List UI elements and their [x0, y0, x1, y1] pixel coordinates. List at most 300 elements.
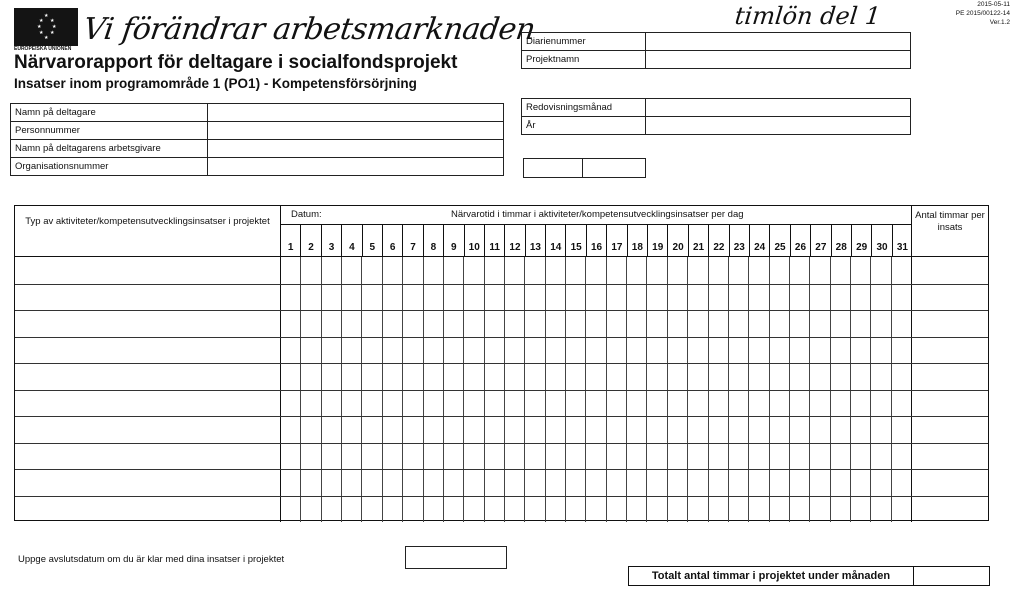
arbetsgivare-field[interactable] [208, 140, 504, 158]
hours-cell-day-24[interactable] [748, 338, 768, 364]
hours-cell-day-25[interactable] [769, 497, 789, 523]
hours-cell-day-9[interactable] [443, 470, 463, 496]
hours-cell-day-11[interactable] [484, 285, 504, 311]
hours-cell-day-25[interactable] [769, 257, 789, 284]
activity-cell[interactable] [15, 285, 281, 311]
hours-cell-day-27[interactable] [809, 470, 829, 496]
hours-cell-day-4[interactable] [341, 391, 361, 417]
hours-cell-day-31[interactable] [891, 338, 911, 364]
hours-cell-day-28[interactable] [830, 417, 850, 443]
hours-cell-day-4[interactable] [341, 338, 361, 364]
hours-cell-day-13[interactable] [524, 444, 544, 470]
hours-cell-day-23[interactable] [728, 285, 748, 311]
hours-cell-day-31[interactable] [891, 417, 911, 443]
diarienummer-field[interactable] [646, 33, 911, 51]
total-hours-cell[interactable] [912, 497, 988, 523]
hours-cell-day-5[interactable] [361, 311, 381, 337]
hours-cell-day-14[interactable] [545, 497, 565, 523]
hours-cell-day-26[interactable] [789, 470, 809, 496]
hours-cell-day-25[interactable] [769, 470, 789, 496]
hours-cell-day-26[interactable] [789, 338, 809, 364]
hours-cell-day-20[interactable] [667, 257, 687, 284]
hours-cell-day-20[interactable] [667, 417, 687, 443]
hours-cell-day-11[interactable] [484, 470, 504, 496]
hours-cell-day-26[interactable] [789, 285, 809, 311]
activity-cell[interactable] [15, 311, 281, 337]
hours-cell-day-29[interactable] [850, 364, 870, 390]
hours-cell-day-17[interactable] [606, 257, 626, 284]
hours-cell-day-29[interactable] [850, 444, 870, 470]
hours-cell-day-18[interactable] [626, 391, 646, 417]
hours-cell-day-6[interactable] [382, 285, 402, 311]
hours-cell-day-3[interactable] [321, 285, 341, 311]
hours-cell-day-7[interactable] [402, 364, 422, 390]
total-hours-cell[interactable] [912, 364, 988, 390]
hours-cell-day-12[interactable] [504, 364, 524, 390]
hours-cell-day-21[interactable] [687, 470, 707, 496]
hours-cell-day-5[interactable] [361, 391, 381, 417]
total-hours-cell[interactable] [912, 391, 988, 417]
hours-cell-day-11[interactable] [484, 391, 504, 417]
hours-cell-day-21[interactable] [687, 391, 707, 417]
hours-cell-day-19[interactable] [646, 364, 666, 390]
activity-cell[interactable] [15, 338, 281, 364]
hours-cell-day-13[interactable] [524, 257, 544, 284]
hours-cell-day-1[interactable] [281, 470, 300, 496]
hours-cell-day-7[interactable] [402, 497, 422, 523]
hours-cell-day-19[interactable] [646, 285, 666, 311]
hours-cell-day-3[interactable] [321, 338, 341, 364]
hours-cell-day-5[interactable] [361, 364, 381, 390]
hours-cell-day-25[interactable] [769, 444, 789, 470]
hours-cell-day-23[interactable] [728, 391, 748, 417]
hours-cell-day-24[interactable] [748, 497, 768, 523]
hours-cell-day-16[interactable] [585, 364, 605, 390]
hours-cell-day-6[interactable] [382, 444, 402, 470]
hours-cell-day-18[interactable] [626, 285, 646, 311]
hours-cell-day-3[interactable] [321, 470, 341, 496]
monthly-total-field[interactable] [914, 566, 990, 586]
hours-cell-day-9[interactable] [443, 257, 463, 284]
hours-cell-day-14[interactable] [545, 257, 565, 284]
hours-cell-day-9[interactable] [443, 364, 463, 390]
hours-cell-day-16[interactable] [585, 311, 605, 337]
organisationsnummer-field[interactable] [208, 158, 504, 176]
hours-cell-day-3[interactable] [321, 417, 341, 443]
hours-cell-day-15[interactable] [565, 285, 585, 311]
hours-cell-day-2[interactable] [300, 417, 320, 443]
hours-cell-day-10[interactable] [463, 470, 483, 496]
hours-cell-day-30[interactable] [870, 497, 890, 523]
hours-cell-day-8[interactable] [423, 338, 443, 364]
hours-cell-day-21[interactable] [687, 417, 707, 443]
activity-cell[interactable] [15, 257, 281, 284]
hours-cell-day-22[interactable] [708, 497, 728, 523]
hours-cell-day-15[interactable] [565, 444, 585, 470]
hours-cell-day-26[interactable] [789, 311, 809, 337]
hours-cell-day-17[interactable] [606, 444, 626, 470]
hours-cell-day-9[interactable] [443, 311, 463, 337]
hours-cell-day-23[interactable] [728, 417, 748, 443]
hours-cell-day-14[interactable] [545, 311, 565, 337]
hours-cell-day-19[interactable] [646, 417, 666, 443]
hours-cell-day-20[interactable] [667, 391, 687, 417]
hours-cell-day-1[interactable] [281, 338, 300, 364]
hours-cell-day-29[interactable] [850, 311, 870, 337]
hours-cell-day-19[interactable] [646, 497, 666, 523]
hours-cell-day-15[interactable] [565, 497, 585, 523]
hours-cell-day-8[interactable] [423, 311, 443, 337]
hours-cell-day-24[interactable] [748, 285, 768, 311]
hours-cell-day-9[interactable] [443, 391, 463, 417]
hours-cell-day-30[interactable] [870, 338, 890, 364]
hours-cell-day-30[interactable] [870, 311, 890, 337]
hours-cell-day-29[interactable] [850, 285, 870, 311]
hours-cell-day-21[interactable] [687, 338, 707, 364]
hours-cell-day-3[interactable] [321, 497, 341, 523]
activity-cell[interactable] [15, 470, 281, 496]
hours-cell-day-6[interactable] [382, 497, 402, 523]
hours-cell-day-11[interactable] [484, 417, 504, 443]
hours-cell-day-9[interactable] [443, 497, 463, 523]
hours-cell-day-23[interactable] [728, 338, 748, 364]
hours-cell-day-12[interactable] [504, 391, 524, 417]
hours-cell-day-2[interactable] [300, 338, 320, 364]
hours-cell-day-13[interactable] [524, 417, 544, 443]
hours-cell-day-13[interactable] [524, 497, 544, 523]
activity-cell[interactable] [15, 444, 281, 470]
hours-cell-day-28[interactable] [830, 285, 850, 311]
hours-cell-day-26[interactable] [789, 257, 809, 284]
hours-cell-day-11[interactable] [484, 311, 504, 337]
hours-cell-day-31[interactable] [891, 391, 911, 417]
hours-cell-day-24[interactable] [748, 470, 768, 496]
hours-cell-day-1[interactable] [281, 391, 300, 417]
hours-cell-day-4[interactable] [341, 497, 361, 523]
hours-cell-day-20[interactable] [667, 444, 687, 470]
hours-cell-day-29[interactable] [850, 417, 870, 443]
hours-cell-day-24[interactable] [748, 417, 768, 443]
hours-cell-day-13[interactable] [524, 391, 544, 417]
hours-cell-day-16[interactable] [585, 338, 605, 364]
hours-cell-day-1[interactable] [281, 257, 300, 284]
hours-cell-day-24[interactable] [748, 391, 768, 417]
hours-cell-day-12[interactable] [504, 470, 524, 496]
hours-cell-day-7[interactable] [402, 257, 422, 284]
hours-cell-day-5[interactable] [361, 444, 381, 470]
hours-cell-day-9[interactable] [443, 444, 463, 470]
hours-cell-day-13[interactable] [524, 364, 544, 390]
hours-cell-day-11[interactable] [484, 497, 504, 523]
hours-cell-day-16[interactable] [585, 285, 605, 311]
hours-cell-day-14[interactable] [545, 338, 565, 364]
hours-cell-day-16[interactable] [585, 257, 605, 284]
hours-cell-day-12[interactable] [504, 444, 524, 470]
hours-cell-day-21[interactable] [687, 444, 707, 470]
hours-cell-day-24[interactable] [748, 311, 768, 337]
hours-cell-day-5[interactable] [361, 470, 381, 496]
hours-cell-day-9[interactable] [443, 417, 463, 443]
hours-cell-day-10[interactable] [463, 311, 483, 337]
hours-cell-day-20[interactable] [667, 364, 687, 390]
hours-cell-day-1[interactable] [281, 497, 300, 523]
hours-cell-day-1[interactable] [281, 444, 300, 470]
hours-cell-day-12[interactable] [504, 311, 524, 337]
activity-cell[interactable] [15, 364, 281, 390]
hours-cell-day-14[interactable] [545, 417, 565, 443]
hours-cell-day-8[interactable] [423, 257, 443, 284]
hours-cell-day-15[interactable] [565, 257, 585, 284]
hours-cell-day-6[interactable] [382, 391, 402, 417]
hours-cell-day-16[interactable] [585, 417, 605, 443]
hours-cell-day-18[interactable] [626, 311, 646, 337]
hours-cell-day-19[interactable] [646, 257, 666, 284]
hours-cell-day-18[interactable] [626, 497, 646, 523]
hours-cell-day-7[interactable] [402, 444, 422, 470]
hours-cell-day-5[interactable] [361, 338, 381, 364]
hours-cell-day-18[interactable] [626, 417, 646, 443]
hours-cell-day-8[interactable] [423, 497, 443, 523]
hours-cell-day-18[interactable] [626, 364, 646, 390]
hours-cell-day-25[interactable] [769, 364, 789, 390]
hours-cell-day-16[interactable] [585, 444, 605, 470]
hours-cell-day-10[interactable] [463, 444, 483, 470]
hours-cell-day-14[interactable] [545, 391, 565, 417]
hours-cell-day-30[interactable] [870, 257, 890, 284]
hours-cell-day-31[interactable] [891, 497, 911, 523]
hours-cell-day-31[interactable] [891, 285, 911, 311]
hours-cell-day-23[interactable] [728, 444, 748, 470]
hours-cell-day-28[interactable] [830, 391, 850, 417]
hours-cell-day-4[interactable] [341, 311, 361, 337]
hours-cell-day-7[interactable] [402, 391, 422, 417]
hours-cell-day-3[interactable] [321, 391, 341, 417]
hours-cell-day-3[interactable] [321, 444, 341, 470]
hours-cell-day-30[interactable] [870, 417, 890, 443]
hours-cell-day-27[interactable] [809, 338, 829, 364]
hours-cell-day-7[interactable] [402, 311, 422, 337]
projektnamn-field[interactable] [646, 51, 911, 69]
ar-field[interactable] [646, 117, 911, 135]
hours-cell-day-22[interactable] [708, 285, 728, 311]
redovisningsmanad-field[interactable] [646, 99, 911, 117]
hours-cell-day-5[interactable] [361, 285, 381, 311]
hours-cell-day-15[interactable] [565, 417, 585, 443]
hours-cell-day-1[interactable] [281, 285, 300, 311]
hours-cell-day-27[interactable] [809, 257, 829, 284]
hours-cell-day-10[interactable] [463, 257, 483, 284]
hours-cell-day-8[interactable] [423, 444, 443, 470]
hours-cell-day-21[interactable] [687, 257, 707, 284]
hours-cell-day-31[interactable] [891, 257, 911, 284]
hours-cell-day-15[interactable] [565, 311, 585, 337]
hours-cell-day-26[interactable] [789, 417, 809, 443]
hours-cell-day-28[interactable] [830, 311, 850, 337]
hours-cell-day-27[interactable] [809, 497, 829, 523]
hours-cell-day-20[interactable] [667, 470, 687, 496]
hours-cell-day-21[interactable] [687, 497, 707, 523]
hours-cell-day-7[interactable] [402, 470, 422, 496]
hours-cell-day-18[interactable] [626, 338, 646, 364]
hours-cell-day-16[interactable] [585, 497, 605, 523]
hours-cell-day-27[interactable] [809, 417, 829, 443]
hours-cell-day-28[interactable] [830, 444, 850, 470]
hours-cell-day-19[interactable] [646, 338, 666, 364]
hours-cell-day-27[interactable] [809, 285, 829, 311]
activity-cell[interactable] [15, 417, 281, 443]
hours-cell-day-23[interactable] [728, 364, 748, 390]
hours-cell-day-4[interactable] [341, 417, 361, 443]
hours-cell-day-24[interactable] [748, 257, 768, 284]
hours-cell-day-8[interactable] [423, 364, 443, 390]
hours-cell-day-20[interactable] [667, 338, 687, 364]
total-hours-cell[interactable] [912, 338, 988, 364]
hours-cell-day-8[interactable] [423, 285, 443, 311]
hours-cell-day-22[interactable] [708, 417, 728, 443]
hours-cell-day-11[interactable] [484, 338, 504, 364]
hours-cell-day-24[interactable] [748, 444, 768, 470]
hours-cell-day-8[interactable] [423, 470, 443, 496]
hours-cell-day-8[interactable] [423, 417, 443, 443]
hours-cell-day-7[interactable] [402, 417, 422, 443]
hours-cell-day-11[interactable] [484, 257, 504, 284]
total-hours-cell[interactable] [912, 444, 988, 470]
hours-cell-day-31[interactable] [891, 364, 911, 390]
code-box-left[interactable] [524, 159, 583, 178]
total-hours-cell[interactable] [912, 285, 988, 311]
hours-cell-day-27[interactable] [809, 311, 829, 337]
hours-cell-day-15[interactable] [565, 470, 585, 496]
hours-cell-day-13[interactable] [524, 338, 544, 364]
hours-cell-day-1[interactable] [281, 311, 300, 337]
hours-cell-day-22[interactable] [708, 257, 728, 284]
hours-cell-day-28[interactable] [830, 364, 850, 390]
hours-cell-day-19[interactable] [646, 470, 666, 496]
hours-cell-day-28[interactable] [830, 338, 850, 364]
total-hours-cell[interactable] [912, 417, 988, 443]
hours-cell-day-4[interactable] [341, 257, 361, 284]
total-hours-cell[interactable] [912, 470, 988, 496]
end-date-field[interactable] [405, 546, 507, 569]
hours-cell-day-25[interactable] [769, 417, 789, 443]
hours-cell-day-7[interactable] [402, 285, 422, 311]
hours-cell-day-29[interactable] [850, 257, 870, 284]
hours-cell-day-27[interactable] [809, 391, 829, 417]
hours-cell-day-26[interactable] [789, 497, 809, 523]
hours-cell-day-4[interactable] [341, 364, 361, 390]
hours-cell-day-6[interactable] [382, 417, 402, 443]
hours-cell-day-6[interactable] [382, 338, 402, 364]
hours-cell-day-13[interactable] [524, 470, 544, 496]
hours-cell-day-23[interactable] [728, 311, 748, 337]
hours-cell-day-17[interactable] [606, 497, 626, 523]
hours-cell-day-17[interactable] [606, 470, 626, 496]
hours-cell-day-14[interactable] [545, 444, 565, 470]
hours-cell-day-4[interactable] [341, 444, 361, 470]
hours-cell-day-18[interactable] [626, 257, 646, 284]
hours-cell-day-25[interactable] [769, 311, 789, 337]
hours-cell-day-27[interactable] [809, 444, 829, 470]
hours-cell-day-17[interactable] [606, 417, 626, 443]
hours-cell-day-2[interactable] [300, 257, 320, 284]
hours-cell-day-23[interactable] [728, 470, 748, 496]
hours-cell-day-3[interactable] [321, 257, 341, 284]
hours-cell-day-18[interactable] [626, 444, 646, 470]
hours-cell-day-6[interactable] [382, 257, 402, 284]
hours-cell-day-12[interactable] [504, 257, 524, 284]
hours-cell-day-28[interactable] [830, 497, 850, 523]
deltagare-name-field[interactable] [208, 104, 504, 122]
hours-cell-day-20[interactable] [667, 497, 687, 523]
hours-cell-day-23[interactable] [728, 497, 748, 523]
hours-cell-day-3[interactable] [321, 364, 341, 390]
hours-cell-day-30[interactable] [870, 364, 890, 390]
hours-cell-day-14[interactable] [545, 470, 565, 496]
hours-cell-day-17[interactable] [606, 391, 626, 417]
hours-cell-day-7[interactable] [402, 338, 422, 364]
hours-cell-day-25[interactable] [769, 391, 789, 417]
hours-cell-day-28[interactable] [830, 257, 850, 284]
hours-cell-day-6[interactable] [382, 311, 402, 337]
hours-cell-day-31[interactable] [891, 311, 911, 337]
total-hours-cell[interactable] [912, 257, 988, 284]
hours-cell-day-19[interactable] [646, 311, 666, 337]
personnummer-field[interactable] [208, 122, 504, 140]
hours-cell-day-16[interactable] [585, 470, 605, 496]
hours-cell-day-4[interactable] [341, 285, 361, 311]
hours-cell-day-5[interactable] [361, 257, 381, 284]
hours-cell-day-31[interactable] [891, 470, 911, 496]
hours-cell-day-9[interactable] [443, 338, 463, 364]
hours-cell-day-1[interactable] [281, 417, 300, 443]
hours-cell-day-5[interactable] [361, 417, 381, 443]
hours-cell-day-17[interactable] [606, 364, 626, 390]
hours-cell-day-6[interactable] [382, 364, 402, 390]
hours-cell-day-30[interactable] [870, 444, 890, 470]
hours-cell-day-29[interactable] [850, 338, 870, 364]
hours-cell-day-22[interactable] [708, 444, 728, 470]
hours-cell-day-26[interactable] [789, 444, 809, 470]
hours-cell-day-14[interactable] [545, 364, 565, 390]
hours-cell-day-15[interactable] [565, 391, 585, 417]
hours-cell-day-2[interactable] [300, 497, 320, 523]
hours-cell-day-17[interactable] [606, 311, 626, 337]
hours-cell-day-29[interactable] [850, 470, 870, 496]
hours-cell-day-3[interactable] [321, 311, 341, 337]
hours-cell-day-17[interactable] [606, 285, 626, 311]
hours-cell-day-28[interactable] [830, 470, 850, 496]
hours-cell-day-15[interactable] [565, 364, 585, 390]
hours-cell-day-2[interactable] [300, 470, 320, 496]
hours-cell-day-1[interactable] [281, 364, 300, 390]
hours-cell-day-31[interactable] [891, 444, 911, 470]
hours-cell-day-2[interactable] [300, 311, 320, 337]
hours-cell-day-15[interactable] [565, 338, 585, 364]
hours-cell-day-22[interactable] [708, 311, 728, 337]
hours-cell-day-29[interactable] [850, 497, 870, 523]
hours-cell-day-26[interactable] [789, 391, 809, 417]
hours-cell-day-12[interactable] [504, 417, 524, 443]
hours-cell-day-2[interactable] [300, 285, 320, 311]
hours-cell-day-10[interactable] [463, 364, 483, 390]
activity-cell[interactable] [15, 391, 281, 417]
hours-cell-day-18[interactable] [626, 470, 646, 496]
hours-cell-day-30[interactable] [870, 470, 890, 496]
hours-cell-day-17[interactable] [606, 338, 626, 364]
hours-cell-day-2[interactable] [300, 444, 320, 470]
hours-cell-day-19[interactable] [646, 391, 666, 417]
hours-cell-day-27[interactable] [809, 364, 829, 390]
